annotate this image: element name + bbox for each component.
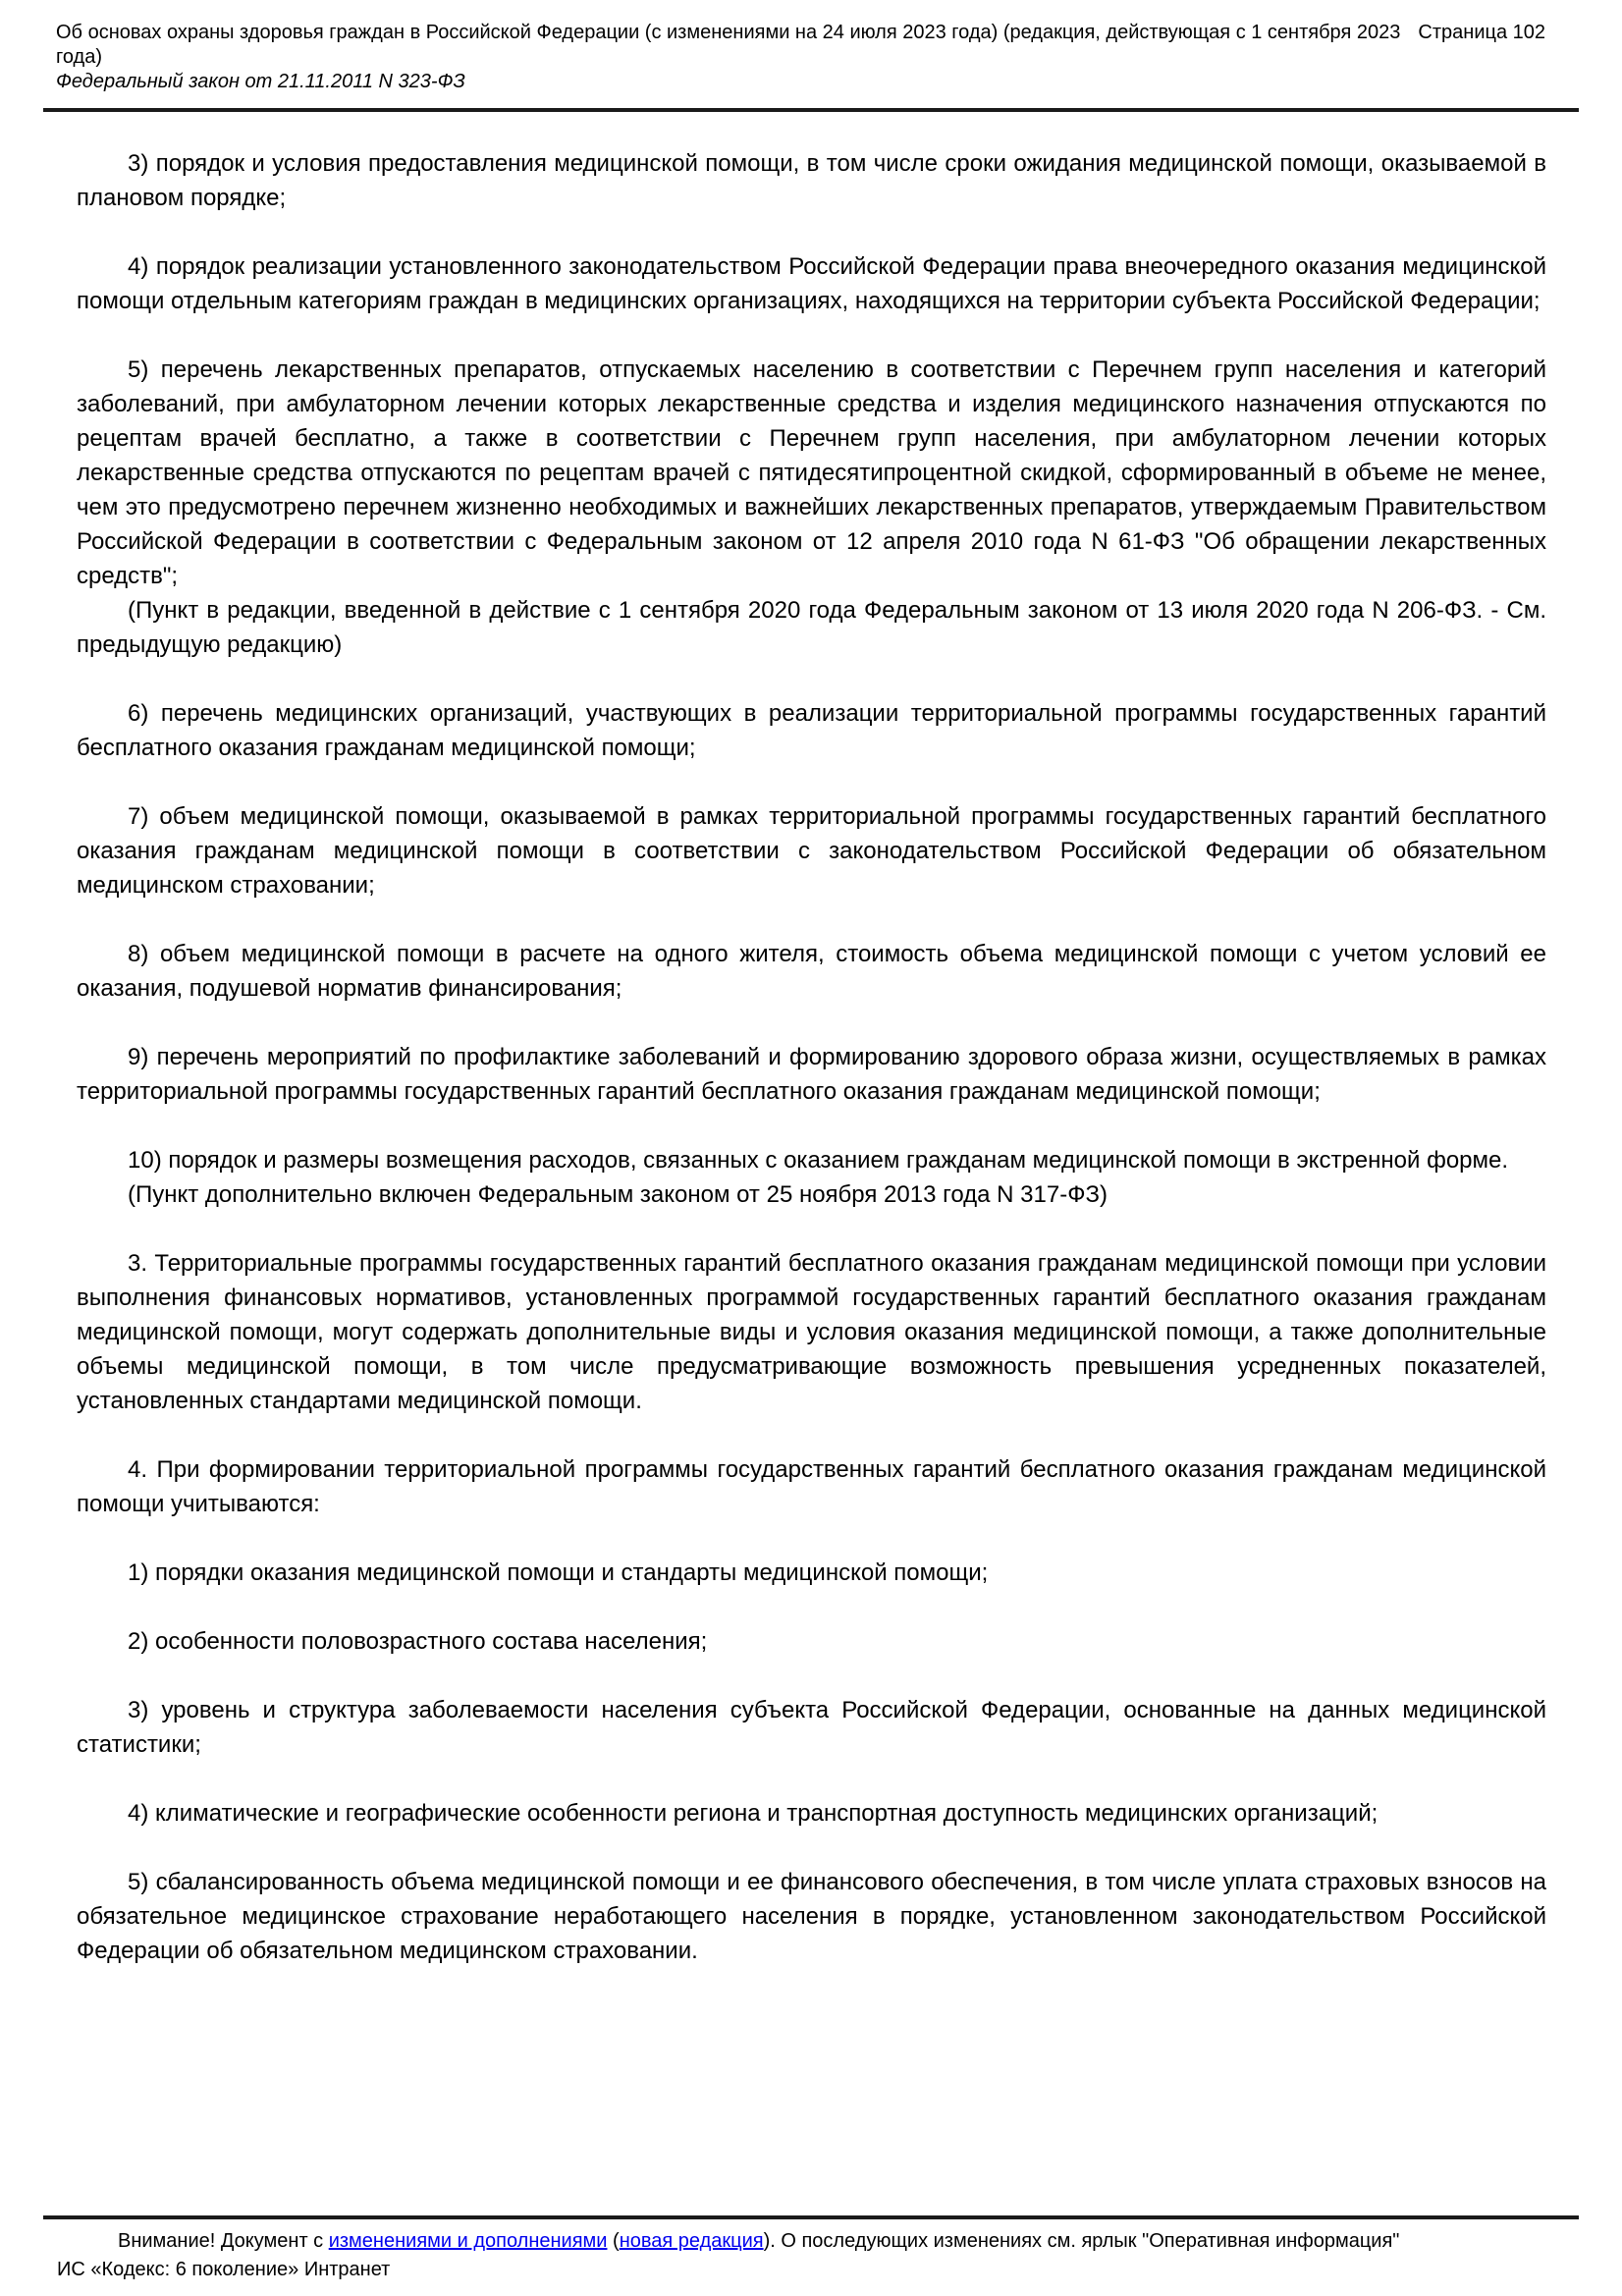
- document-subtitle: Федеральный закон от 21.11.2011 N 323-ФЗ: [56, 71, 465, 92]
- paragraph-section4-item-1: 1) порядки оказания медицинской помощи и стандарты медицинской помощи;: [128, 1559, 989, 1586]
- footer-divider: [43, 2215, 1579, 2219]
- paragraph-section-3: 3. Территориальные программы государственных гарантий бесплатного оказания гражданам медицинской помощи при условии выполнения финансовых нормативов, установленных программой государственных гарантий бесплатного оказания гражданам медицинской помощи, могут содержать дополнительные виды и условия оказания медицинской помощи, а также дополнительные объемы медицинской помощи, в том числе предусматривающие возможность превышения усредненных показателей, установленных стандартами медицинской помощи.: [77, 1250, 1546, 1414]
- paragraph-item-9: 9) перечень мероприятий по профилактике заболеваний и формированию здорового образа жизни, осуществляемых в рамках территориальной программы государственных гарантий бесплатного оказания гражданам медицинской помощи;: [77, 1044, 1546, 1105]
- footer-notice-prefix: Внимание! Документ с: [118, 2230, 329, 2252]
- paragraph-section4-item-3: 3) уровень и структура заболеваемости населения субъекта Российской Федерации, основанные на данных медицинской статистики;: [77, 1697, 1546, 1758]
- footer-notice-suffix: ). О последующих изменениях см. ярлык "Оперативная информация": [763, 2230, 1400, 2252]
- paragraph-note-item-10: (Пункт дополнительно включен Федеральным законом от 25 ноября 2013 года N 317-ФЗ): [128, 1181, 1108, 1208]
- paragraph-section4-item-2: 2) особенности половозрастного состава населения;: [128, 1628, 708, 1655]
- footer-notice: [57, 2227, 1566, 2256]
- paragraph-section4-item-5: 5) сбалансированность объема медицинской помощи и ее финансового обеспечения, в том числе уплата страховых взносов на обязательное медицинское страхование неработающего населения в порядке, установленном законодательством Российской Федерации об обязательном медицинском страховании.: [77, 1869, 1546, 1964]
- paragraph-item-4: 4) порядок реализации установленного законодательством Российской Федерации права внеочередного оказания медицинской помощи отдельным категориям граждан в медицинских организациях, находящихся на территории субъекта Российской Федерации;: [77, 253, 1546, 314]
- paragraph-section-4: 4. При формировании территориальной программы государственных гарантий бесплатного оказания гражданам медицинской помощи учитываются:: [77, 1456, 1546, 1517]
- paragraph-section4-item-4: 4) климатические и географические особенности региона и транспортная доступность медицинских организаций;: [128, 1800, 1379, 1827]
- changes-and-additions-link[interactable]: изменениями и дополнениями: [328, 2230, 608, 2252]
- paragraph-item-3: 3) порядок и условия предоставления медицинской помощи, в том числе сроки ожидания медицинской помощи, оказываемой в плановом порядке;: [77, 150, 1546, 211]
- footer-system-label: ИС «Кодекс: 6 поколение» Интранет: [57, 2259, 391, 2280]
- paragraph-item-8: 8) объем медицинской помощи в расчете на одного жителя, стоимость объема медицинской помощи с учетом условий ее оказания, подушевой норматив финансирования;: [77, 941, 1546, 1002]
- paragraph-item-10: 10) порядок и размеры возмещения расходов, связанных с оказанием гражданам медицинской помощи в экстренной форме.: [128, 1147, 1509, 1174]
- page-footer: [0, 2215, 1622, 2296]
- paragraph-item-7: 7) объем медицинской помощи, оказываемой в рамках территориальной программы государственных гарантий бесплатного оказания гражданам медицинской помощи в соответствии с законодательством Российской Федерации об обязательном медицинском страховании;: [77, 803, 1546, 899]
- paragraph-note-item-5: (Пункт в редакции, введенной в действие с 1 сентября 2020 года Федеральным законом от 13 июля 2020 года N 206-ФЗ. - См. предыдущую редакцию): [77, 597, 1546, 658]
- page-number: Страница 102: [1418, 22, 1545, 43]
- footer-notice-separator: (: [607, 2230, 620, 2252]
- new-edition-link[interactable]: новая редакция: [619, 2230, 764, 2252]
- document-title: Об основах охраны здоровья граждан в Российской Федерации (с изменениями на 24 июля 2023 года) (редакция, действующая с 1 сентября 2023 года): [56, 22, 1401, 68]
- paragraph-item-5: 5) перечень лекарственных препаратов, отпускаемых населению в соответствии с Перечнем групп населения и категорий заболеваний, при амбулаторном лечении которых лекарственные средства и изделия медицинского назначения отпускаются по рецептам врачей бесплатно, а также в соответствии с Перечнем групп населения, при амбулаторном лечении которых лекарственные средства отпускаются по рецептам врачей с пятидесятипроцентной скидкой, сформированный в объеме не менее, чем это предусмотрено перечнем жизненно необходимых и важнейших лекарственных препаратов, утверждаемым Правительством Российской Федерации в соответствии с Федеральным законом от 12 апреля 2010 года N 61-ФЗ "Об обращении лекарственных средств";: [77, 356, 1546, 589]
- document-body: [77, 146, 1546, 1968]
- page-header: [0, 0, 1622, 94]
- paragraph-item-6: 6) перечень медицинских организаций, участвующих в реализации территориальной программы государственных гарантий бесплатного оказания гражданам медицинской помощи;: [77, 700, 1546, 761]
- header-title-row: [56, 21, 1545, 70]
- header-divider: [43, 108, 1579, 112]
